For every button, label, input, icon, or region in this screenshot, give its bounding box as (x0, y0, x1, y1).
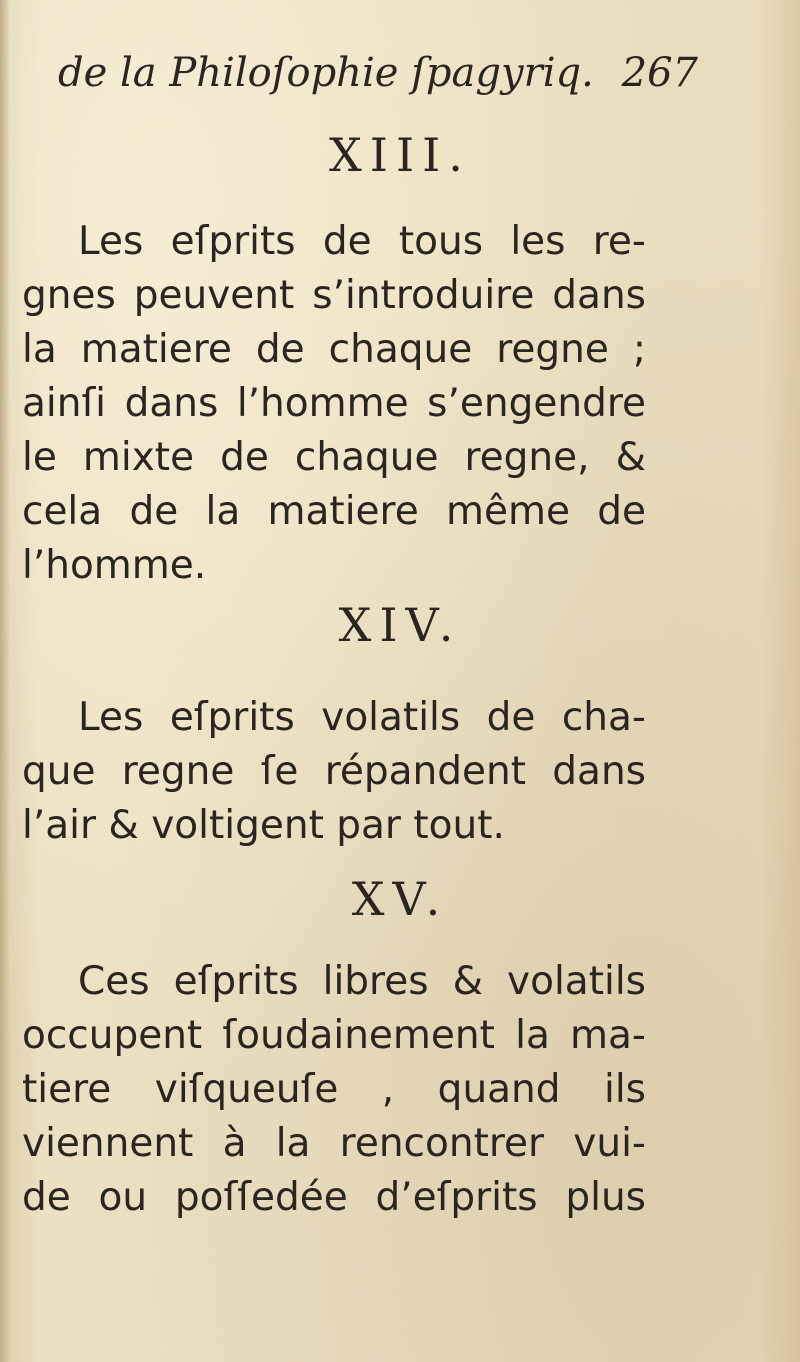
text-line: l’homme. (22, 543, 207, 588)
text-line: la matiere de chaque regne ; (22, 327, 646, 372)
text-line: que regne ſe répandent dans (22, 749, 646, 794)
page-gutter-shadow (0, 0, 10, 1362)
running-head (58, 50, 698, 110)
text-line: l’air & voltigent par tout. (22, 803, 505, 848)
section-heading-xiii: XIII. (329, 128, 471, 182)
section-heading-xiv: XIV. (338, 598, 462, 652)
text-line: Les eſprits de tous les re- (78, 219, 646, 264)
section-heading-xv: XV. (351, 872, 449, 926)
running-title: de la Philoſophie ſpagyriq. (58, 50, 594, 96)
text-line: tiere viſqueuſe , quand ils (22, 1067, 646, 1112)
text-line: de ou poſſedée d’eſprits plus (22, 1175, 646, 1220)
text-line: Ces eſprits libres & volatils (78, 959, 646, 1004)
text-line: ainſi dans l’homme s’engendre (22, 381, 646, 426)
page-number: 267 (621, 50, 698, 96)
text-line: le mixte de chaque regne, & (22, 435, 646, 480)
text-line: cela de la matiere même de (22, 489, 646, 534)
text-line: Les eſprits volatils de cha- (78, 695, 646, 740)
text-line: viennent à la rencontrer vui- (22, 1121, 646, 1166)
text-line: occupent ſoudainement la ma- (22, 1013, 646, 1058)
text-line: gnes peuvent s’introduire dans (22, 273, 646, 318)
